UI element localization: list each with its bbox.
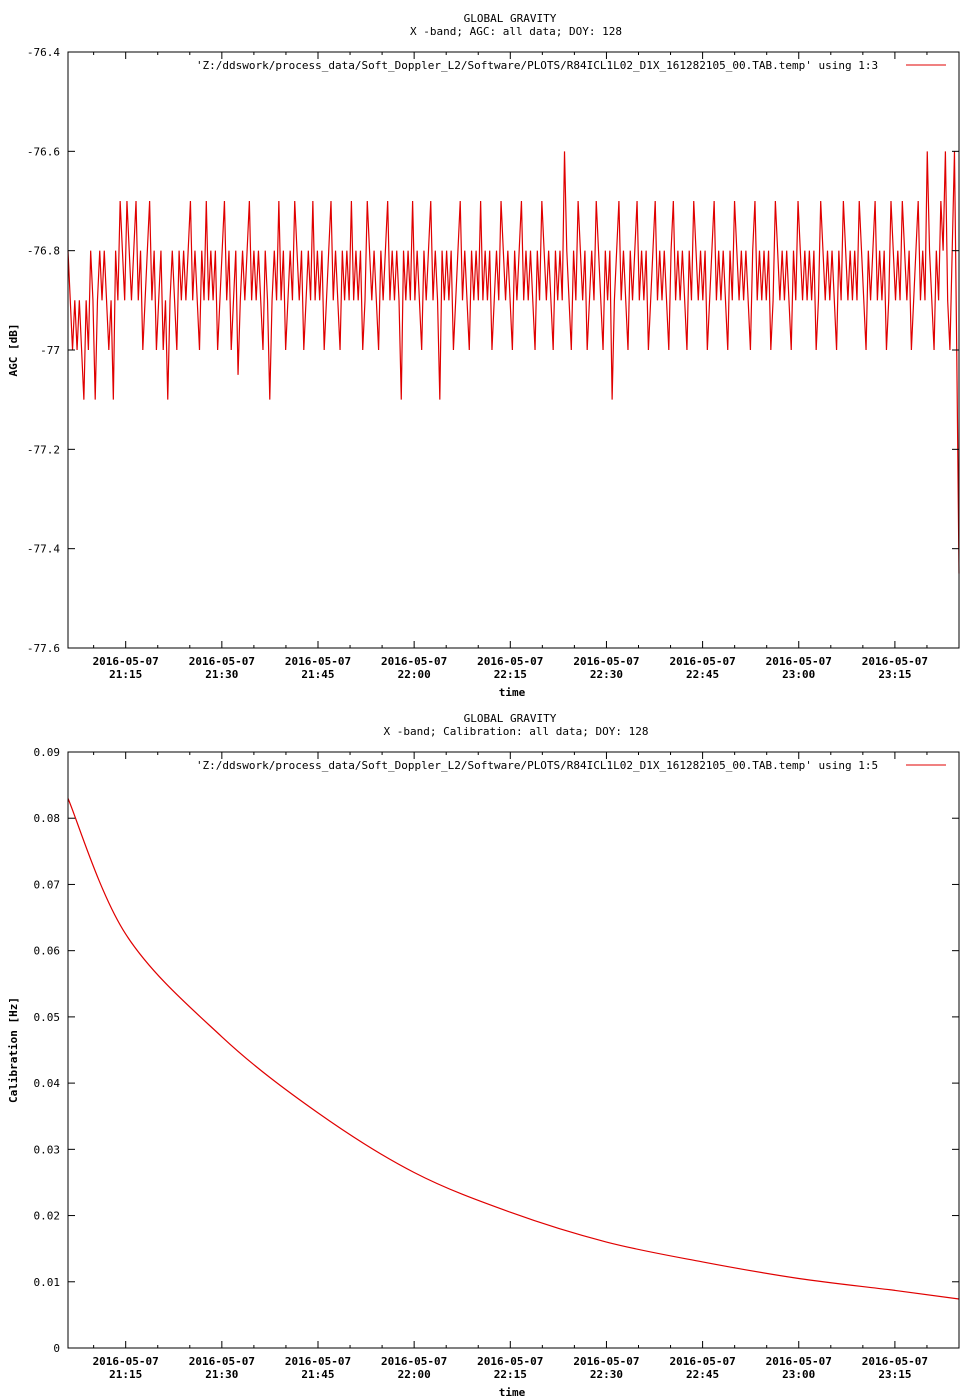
calibration-x-tick-date: 2016-05-07	[188, 1355, 255, 1368]
calibration-x-tick-date: 2016-05-07	[765, 1355, 832, 1368]
calibration-x-tick-time: 22:30	[589, 1368, 624, 1381]
agc-x-tick-time: 23:15	[878, 668, 912, 681]
calibration-y-tick-label: 0.09	[33, 746, 60, 759]
agc-x-tick-date: 2016-05-07	[188, 655, 255, 668]
calibration-x-tick-date: 2016-05-07	[573, 1355, 640, 1368]
agc-x-tick-time: 23:00	[782, 668, 816, 681]
agc-y-tick-label: -76.6	[26, 145, 60, 159]
calibration-series-line	[68, 798, 959, 1299]
agc-x-tick-time: 22:45	[686, 668, 720, 681]
calibration-x-tick-date: 2016-05-07	[861, 1355, 929, 1368]
agc-x-tick-time: 22:15	[493, 668, 527, 681]
agc-series-path	[68, 151, 959, 573]
agc-x-tick-time: 22:30	[589, 668, 624, 681]
calibration-chart-title: GLOBAL GRAVITY	[463, 712, 557, 725]
agc-x-axis-ticks	[93, 52, 959, 681]
agc-plot-frame	[68, 52, 959, 648]
agc-x-tick-date: 2016-05-07	[573, 655, 640, 668]
calibration-y-axis-label: Calibration [Hz]	[7, 997, 20, 1103]
agc-x-tick-date: 2016-05-07	[284, 655, 352, 668]
calibration-x-tick-date: 2016-05-07	[381, 1355, 448, 1368]
agc-y-tick-label: -77	[40, 344, 60, 357]
agc-x-tick-time: 21:15	[109, 668, 143, 681]
calibration-y-axis-ticks	[34, 746, 960, 1355]
agc-y-tick-label: -77.2	[26, 443, 60, 457]
calibration-x-tick-date: 2016-05-07	[669, 1355, 736, 1368]
agc-x-tick-time: 21:30	[205, 668, 239, 681]
agc-y-tick-label: -76.8	[26, 244, 60, 258]
agc-y-tick-label: -76.4	[26, 46, 60, 59]
calibration-y-tick-label: 0.06	[33, 944, 60, 958]
agc-y-tick-label: -77.6	[26, 642, 60, 655]
agc-x-tick-date: 2016-05-07	[765, 655, 832, 668]
calibration-y-tick-label: 0.03	[33, 1143, 60, 1157]
calibration-x-tick-time: 22:15	[493, 1368, 527, 1381]
agc-series-line	[68, 151, 959, 573]
agc-x-axis-label: time	[498, 686, 526, 699]
calibration-x-tick-date: 2016-05-07	[284, 1355, 352, 1368]
agc-chart	[7, 12, 959, 699]
calibration-chart-subtitle: X -band; Calibration: all data; DOY: 128	[383, 725, 649, 738]
calibration-y-tick-label: 0.05	[33, 1010, 60, 1024]
calibration-x-tick-date: 2016-05-07	[92, 1355, 159, 1368]
calibration-x-axis-ticks	[93, 752, 959, 1381]
agc-x-tick-date: 2016-05-07	[861, 655, 929, 668]
calibration-y-tick-label: 0.07	[33, 878, 60, 892]
calibration-plot-frame	[68, 752, 959, 1348]
calibration-x-axis-label: time	[498, 1386, 526, 1399]
agc-legend-label: 'Z:/ddswork/process_data/Soft_Doppler_L2/Software/PLOTS/R84ICL1L02_D1X_161282105_00.TAB.temp' using 1:3	[195, 59, 879, 72]
agc-y-tick-label: -77.4	[26, 542, 60, 556]
calibration-x-tick-time: 22:45	[686, 1368, 720, 1381]
calibration-y-tick-label: 0.04	[33, 1077, 60, 1091]
calibration-series-path	[68, 798, 959, 1299]
calibration-y-tick-label: 0.01	[33, 1275, 60, 1289]
agc-chart-subtitle: X -band; AGC: all data; DOY: 128	[410, 25, 622, 38]
calibration-x-tick-time: 23:00	[782, 1368, 816, 1381]
calibration-legend-label: 'Z:/ddswork/process_data/Soft_Doppler_L2/Software/PLOTS/R84ICL1L02_D1X_161282105_00.TAB.temp' using 1:5	[195, 759, 879, 772]
agc-x-tick-date: 2016-05-07	[477, 655, 544, 668]
agc-chart-title: GLOBAL GRAVITY	[463, 12, 557, 25]
agc-x-tick-time: 21:45	[301, 668, 335, 681]
agc-x-tick-date: 2016-05-07	[669, 655, 736, 668]
calibration-chart	[7, 712, 959, 1399]
calibration-x-tick-date: 2016-05-07	[477, 1355, 544, 1368]
calibration-y-tick-label: 0.02	[33, 1209, 60, 1223]
calibration-x-tick-time: 23:15	[878, 1368, 912, 1381]
calibration-y-tick-label: 0.08	[33, 812, 60, 826]
agc-x-tick-time: 22:00	[397, 668, 431, 681]
calibration-y-tick-label: 0	[53, 1342, 60, 1355]
agc-x-tick-date: 2016-05-07	[92, 655, 159, 668]
calibration-x-tick-time: 21:30	[205, 1368, 239, 1381]
agc-y-axis-label: AGC [dB]	[7, 323, 20, 377]
calibration-x-tick-time: 21:45	[301, 1368, 335, 1381]
agc-x-tick-date: 2016-05-07	[381, 655, 448, 668]
calibration-x-tick-time: 22:00	[397, 1368, 431, 1381]
calibration-x-tick-time: 21:15	[109, 1368, 143, 1381]
